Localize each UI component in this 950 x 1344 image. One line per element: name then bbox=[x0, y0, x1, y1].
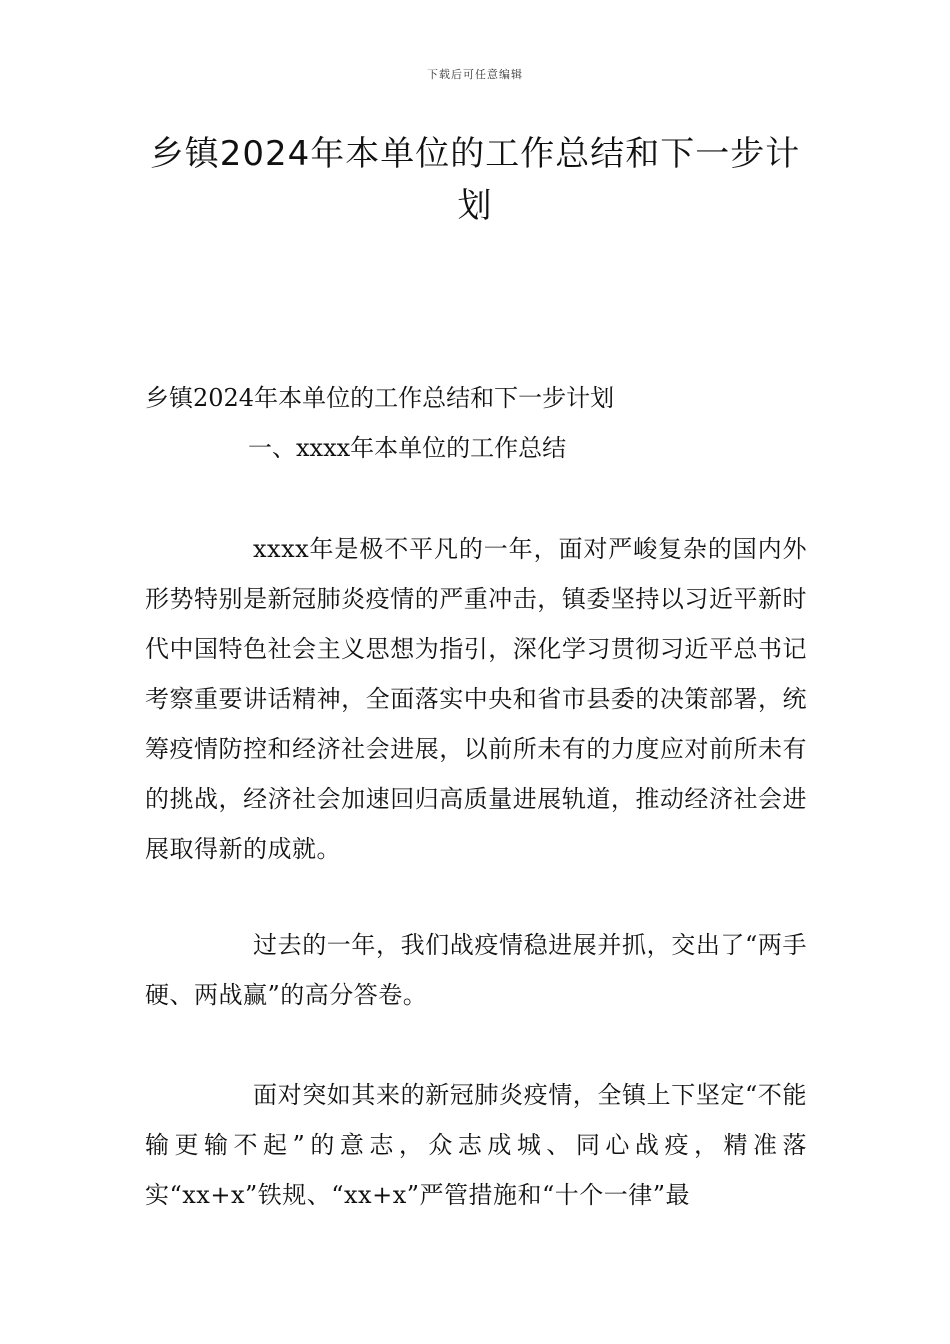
paragraph-3: 面对突如其来的新冠肺炎疫情，全镇上下坚定“不能输更输不起”的意志，众志成城、同心战疫，精准落实“xx+x”铁规、“xx+x”严管措施和“十个一律”最 bbox=[145, 1081, 807, 1209]
document-title: 乡镇2024年本单位的工作总结和下一步计划 bbox=[149, 134, 801, 226]
document-subtitle: 乡镇2024年本单位的工作总结和下一步计划 bbox=[145, 384, 615, 412]
header-note: 下载后可任意编辑 bbox=[427, 68, 523, 81]
paragraph-1: xxxx年是极不平凡的一年，面对严峻复杂的国内外形势特别是新冠肺炎疫情的严重冲击，镇委坚持以习近平新时代中国特色社会主义思想为指引，深化学习贯彻习近平总书记考察重要讲话精神，全面落实中央和省市县委的决策部署，统筹疫情防控和经济社会进展，以前所未有的力度应对前所未有的挑战，经济社会加速回归高质量进展轨道，推动经济社会进展取得新的成就。 bbox=[145, 535, 807, 863]
paragraph-2: 过去的一年，我们战疫情稳进展并抓，交出了“两手硬、两战赢”的高分答卷。 bbox=[145, 931, 807, 1009]
section-heading: 一、xxxx年本单位的工作总结 bbox=[248, 434, 567, 462]
